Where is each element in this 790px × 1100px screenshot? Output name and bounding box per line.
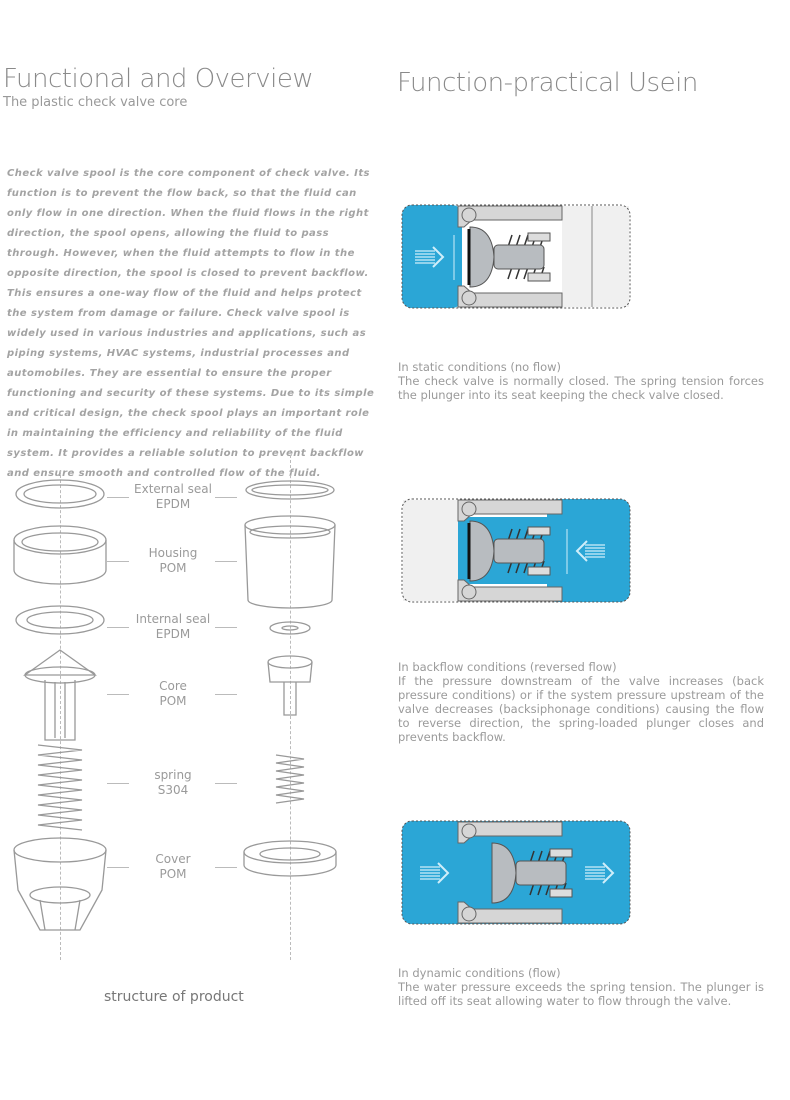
part-name: Housing (148, 546, 198, 560)
housing-right (245, 516, 335, 608)
leader-line (107, 783, 129, 784)
condition-title: In dynamic conditions (flow) (398, 966, 561, 980)
leader-line (215, 694, 237, 695)
cover-right (244, 841, 336, 876)
leader-line (215, 783, 237, 784)
part-material: POM (159, 561, 187, 575)
part-name: Cover (155, 852, 191, 866)
external-seal-right (246, 481, 334, 499)
part-material: POM (159, 694, 187, 708)
spring-left (38, 745, 82, 830)
description-paragraph: Check valve spool is the core component of check valve. Its function is to prevent the flow back, so that the fluid can only flow in one direction. When the fluid flows in the right direction, the spool opens, allowing the fluid to pass through. However, when the fluid attempts to flow in the opposite direction, the spool is closed to prevent backflow. This ensures a one-way flow of the fluid and helps protect the system from damage or failure. Check valve spool is widely used in various industries and applications, such as piping systems, HVAC systems, industrial processes and automobiles. They are essential to ensure the proper functioning and security of these systems. Due to its simple and critical design, the check spool plays an important role in maintaining the efficiency and reliability of the fluid system. It provides a reliable solution to prevent backflow and ensure smooth and controlled flow of the fluid. (7, 168, 375, 479)
plunger (470, 227, 550, 287)
spring-right (276, 755, 304, 803)
condition-caption (398, 660, 764, 744)
part-material: EPDM (155, 627, 191, 641)
core-left (25, 650, 95, 740)
left-title: Functional and Overview (3, 64, 314, 94)
structure-caption: structure of product (104, 989, 244, 1005)
part-name: External seal (134, 482, 212, 496)
condition-caption (398, 966, 764, 1008)
right-title: Function-practical Usein (397, 68, 698, 98)
leader-line (215, 627, 237, 628)
external-seal-left (16, 480, 104, 508)
leader-line (107, 694, 129, 695)
condition-title: In backflow conditions (reversed flow) (398, 660, 617, 674)
part-material: EPDM (155, 497, 191, 511)
valve-diagram (401, 204, 631, 309)
part-name: Internal seal (135, 612, 211, 626)
valve-backflow-diagram (401, 498, 631, 607)
condition-caption (398, 360, 764, 402)
condition-text: If the pressure downstream of the valve increases (back pressure conditions) or if the system pressure upstream of the valve decreases (backsiphonage conditions) causing the flow to reverse direction, the spring-loaded plunger closes and prevents backflow. (398, 674, 764, 744)
leader-line (107, 561, 129, 562)
part-material: POM (159, 867, 187, 881)
leader-line (215, 561, 237, 562)
part-name: spring (154, 768, 192, 782)
valve-diagram (401, 820, 631, 925)
leader-line (215, 867, 237, 868)
valve-dynamic-diagram (401, 820, 631, 929)
leader-line (107, 867, 129, 868)
leader-line (107, 627, 129, 628)
internal-seal-left (16, 606, 104, 634)
left-subtitle: The plastic check valve core (3, 95, 188, 110)
internal-seal-right (270, 622, 310, 634)
housing-left (14, 526, 106, 584)
condition-text: The check valve is normally closed. The spring tension forces the plunger into its seat keeping the check valve closed. (398, 374, 764, 402)
condition-title: In static conditions (no flow) (398, 360, 562, 374)
valve-diagram (401, 498, 631, 603)
cover-left (14, 838, 106, 930)
part-material: S304 (157, 783, 189, 797)
leader-line (107, 497, 129, 498)
leader-line (215, 497, 237, 498)
valve-static-diagram (401, 204, 631, 313)
core-right (268, 656, 312, 715)
part-name: Core (159, 679, 187, 693)
condition-text: The water pressure exceeds the spring tension. The plunger is lifted off its seat allowing water to flow through the valve. (398, 980, 764, 1008)
exploded-parts-drawing (0, 470, 360, 960)
